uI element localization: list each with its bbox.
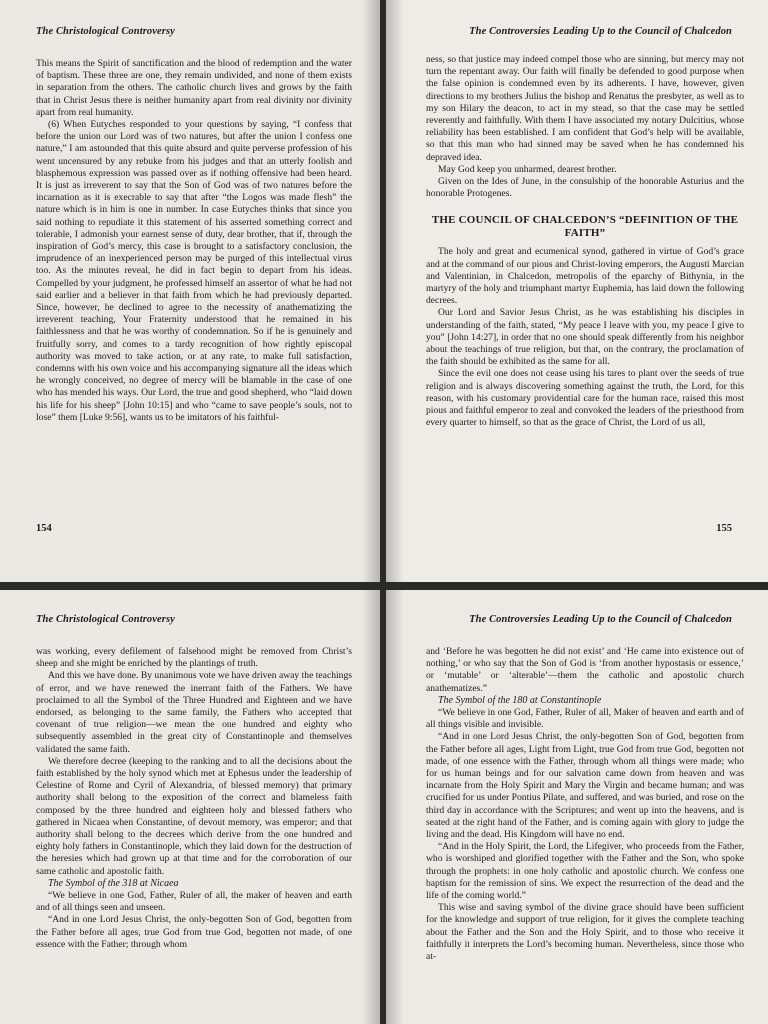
- paragraph: (6) When Eutyches responded to your questions by saying, “I confess that before the union our Lord was of two natures, but after the union I confess one nature,” I am astounded that this quite absurd and quite perverse profession of his went uncensured by any rebuke from his judges and that an utterly foolish and blasphemous expression was passed over as if nothing offensive had been heard. It is just as irreverent to say that the Son of God was of two natures before the incarnation as it is execrable to say that after “the Logos was made flesh” the nature which is in him is one in number. In case Eutyches thinks that since you said nothing to repudiate it this statement of his asserted something correct and tolerable, I admonish your earnest sense of duty, dear brother, that if, through the inspiration of God’s mercy, this case is brought to a satisfactory conclusion, the imprudence of an inexperienced person may be purged of this intellectual virus too. As the minutes reveal, he did in fact begin to depart from his ideas. Compelled by your judgment, he professed himself an assertor of what he had not said earlier and a believer in that faith from which he had previously departed. Since, however, he declined to agree to the necessity of anathematizing the irreverent teaching, Your Fraternity understood that he remained in his faithlessness and that he was worthy of condemnation. So if he is genuinely and fruitfully sorry, and comes to a tardy recognition of how rightly episcopal authority was moved to take action, or at any rate, to make full satisfaction, condemns with his own voice and his accompanying signature all the ideas which he wrongly conceived, no degree of mercy will be blamable in the case of one who has mended his ways. Our Lord, the true and good shepherd, who “laid down his life for his sheep” [John 10:15] and who “came to save people’s souls, not to lose” them [Luke 9:56], wants us to be imitators of his faithful-: [36, 119, 352, 423]
- paragraph: This wise and saving symbol of the divine grace should have been sufficient for the knowledge and support of true religion, for it gives the complete teaching about the Father and the Son and the Holy Spirit, and to those who receive it faithfully it interprets the Lord’s becoming human. Nevertheless, since those who at-: [426, 902, 744, 963]
- running-head: The Controversies Leading Up to the Council of Chalcedon: [469, 614, 732, 625]
- paragraph: was working, every defilement of falsehood might be removed from Christ’s sheep and she might be enriched by the plantings of truth.: [36, 646, 352, 670]
- paragraph: And this we have done. By unanimous vote we have driven away the teachings of error, and we have renewed the inerrant faith of the Fathers. We have proclaimed to all the Symbol of the Three Hundred and Eighteen and we have endorsed, as belonging to the same family, the Fathers who accepted that covenant of true religion—we mean the one hundred and eighty who subsequently assembled in the great city of Constantinople and themselves validated the same faith.: [36, 670, 352, 755]
- page-body: [426, 54, 744, 429]
- paragraph: “And in the Holy Spirit, the Lord, the Lifegiver, who proceeds from the Father, who is worshiped and glorified together with the Father and the Son, who spoke through the prophets: in one holy catholic and apostolic church. We confess one baptism for the remission of sins. We expect the resurrection of the dead and the life of the coming world.”: [426, 841, 744, 902]
- paragraph: This means the Spirit of sanctification and the blood of redemption and the water of baptism. These three are one, they remain undivided, and none of them exists in separation from the others. The catholic church lives and grows by the faith that in Christ Jesus there is neither humanity apart from real divinity nor divinity apart from real humanity.: [36, 58, 352, 118]
- page-155: [386, 0, 768, 582]
- page-157: [386, 590, 768, 1024]
- paragraph: ness, so that justice may indeed compel those who are sinning, but mercy may not turn the repentant away. Our faith will finally be defended to good purpose when the false opinion is condemned even by its adherents. I have, however, given directions to my brothers Julius the bishop and Renatus the presbyter, as well as to my son Hilary the deacon, to act in my stead, so that the case may be settled reverently and faithfully. With them I have associated my notary Dulcitius, whose reliability has been established. I am confident that God’s help will be available, so that this man who had sinned may be saved when he has condemned his depraved idea.: [426, 54, 744, 163]
- paragraph: “And in one Lord Jesus Christ, the only-begotten Son of God, begotten from the Father before all ages, Light from Light, true God from true God, begotten not made, of one essence with the Father, through whom all things were made; who for us human beings and for our salvation came down from heaven and was incarnate from the Holy Spirit and Mary the Virgin and became human; and was crucified for us under Pontius Pilate, and suffered, and was buried, and rose on the third day in accordance with the Scriptures; and went up into the heavens, and is seated at the right hand of the Father, and is coming again with glory to judge the living and the dead. His Kingdom will have no end.: [426, 731, 744, 841]
- paragraph: Our Lord and Savior Jesus Christ, as he was establishing his disciples in understanding of the faith, stated, “My peace I leave with you, my peace I give to you” [John 14:27], in order that no one should speak differently from his neighbor about the teachings of true religion, but that, on the contrary, the proclamation of the faith should be exhibited as the same for all.: [426, 307, 744, 368]
- page-body: [36, 646, 352, 951]
- paragraph: “We believe in one God, Father, Ruler of all, Maker of heaven and earth and of all things visible and invisible.: [426, 707, 744, 731]
- running-head: The Controversies Leading Up to the Council of Chalcedon: [469, 26, 732, 37]
- paragraph: “We believe in one God, Father, Ruler of all, the maker of heaven and earth and of all things seen and unseen.: [36, 890, 352, 914]
- page-154: [0, 0, 380, 582]
- paragraph: The holy and great and ecumenical synod, gathered in virtue of God’s grace and at the command of our pious and Christ-loving emperors, the Augusti Marcian and Valentinian, in Chalcedon, metropolis of the eparchy of Bithynia, in the martyry of the holy and triumphant martyr Euphemia, has laid down the following decrees.: [426, 246, 744, 307]
- running-head: The Christological Controversy: [36, 26, 175, 37]
- page-number: 154: [36, 523, 52, 534]
- subheading: The Symbol of the 180 at Constantinople: [438, 694, 602, 706]
- paragraph: May God keep you unharmed, dearest brother.: [438, 163, 617, 175]
- paragraph: Given on the Ides of June, in the consulship of the honorable Asturius and the honorable Protogenes.: [426, 176, 744, 200]
- spine-shadow: [386, 590, 404, 1024]
- page-body: [426, 646, 744, 963]
- paragraph: “And in one Lord Jesus Christ, the only-begotten Son of God, begotten from the Father before all ages, true God from true God, begotten not made, of one essence with the Father; through whom: [36, 914, 352, 950]
- page-156: [0, 590, 380, 1024]
- spine-shadow: [362, 0, 380, 582]
- running-head: The Christological Controversy: [36, 614, 175, 625]
- paragraph: Since the evil one does not cease using his tares to plant over the seeds of true religion and is always discovering something against the truth, the Lord, for this reason, with his customary providential care for the human race, raised this most pious and faithful emperor to zeal and convoked the leaders of the priesthood from every quarter to himself, so that as the grace of Christ, the Lord of us all,: [426, 368, 744, 429]
- page-number: 155: [716, 523, 732, 534]
- page-body: [36, 58, 352, 424]
- section-heading: THE COUNCIL OF CHALCEDON’S “DEFINITION OF THE FAITH”: [431, 214, 739, 240]
- paragraph: and ‘Before he was begotten he did not exist’ and ‘He came into existence out of nothing,’ or who say that the Son of God is ‘from another hypostasis or essence,’ or ‘mutable’ or ‘alterable’—them the catholic and apostolic church anathematizes.”: [426, 646, 744, 694]
- spine-shadow: [386, 0, 404, 582]
- subheading: The Symbol of the 318 at Nicaea: [48, 877, 179, 889]
- paragraph: We therefore decree (keeping to the ranking and to all the decisions about the faith established by the holy synod which met at Ephesus under the leadership of Celestine of Rome and Cyril of Alexandria, of blessed memory) that primary authority shall belong to the exposition of the correct and blameless faith composed by the three hundred and eighteen holy and blessed fathers who gathered in Nicaea when Constantine, of devout memory, was emperor; and that authority shall belong to the decrees which derive from the one hundred and eighty holy fathers in Constantinople, which they laid down for the destruction of the heresies which had grown up at that time and for the corroboration of our same catholic and apostolic faith.: [36, 755, 352, 877]
- spine-shadow: [362, 590, 380, 1024]
